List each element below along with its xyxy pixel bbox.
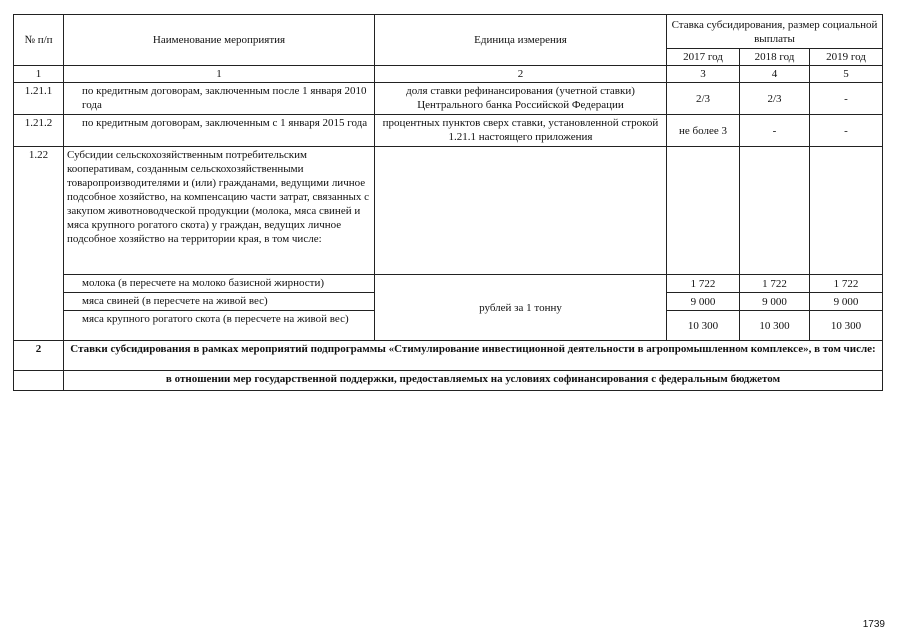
row-name: по кредитным договорам, заключенным с 1 января 2015 года — [64, 115, 375, 147]
row-2018: 2/3 — [740, 83, 810, 115]
row-2019: - — [810, 115, 883, 147]
subrow-2017: 1 722 — [667, 275, 740, 293]
header-num: № п/п — [14, 15, 64, 66]
section-num: 2 — [14, 341, 64, 371]
subrow-2017: 10 300 — [667, 311, 740, 341]
row-unit-empty — [375, 147, 667, 275]
subrow-2018: 1 722 — [740, 275, 810, 293]
index-cell: 5 — [810, 66, 883, 83]
row-2019-empty — [810, 147, 883, 275]
subsidy-rates-table — [13, 14, 883, 391]
subrow-2019: 9 000 — [810, 293, 883, 311]
header-year-2019: 2019 год — [810, 49, 883, 66]
section-row — [14, 341, 883, 371]
index-cell: 4 — [740, 66, 810, 83]
subrow-2019: 1 722 — [810, 275, 883, 293]
row-2019: - — [810, 83, 883, 115]
section-num-empty — [14, 371, 64, 391]
subrow-2018: 10 300 — [740, 311, 810, 341]
subrow-2017: 9 000 — [667, 293, 740, 311]
row-name: по кредитным договорам, заключенным после 1 января 2010 года — [64, 83, 375, 115]
row-unit: процентных пунктов сверх ставки, установленной строкой 1.21.1 настоящего приложения — [375, 115, 667, 147]
row-unit: рублей за 1 тонну — [375, 275, 667, 341]
subrow-2019: 10 300 — [810, 311, 883, 341]
subrow-name: мяса крупного рогатого скота (в пересчете на живой вес) — [64, 311, 375, 341]
row-2018-empty — [740, 147, 810, 275]
header-year-2017: 2017 год — [667, 49, 740, 66]
index-cell: 1 — [14, 66, 64, 83]
header-row — [14, 15, 883, 49]
section-row — [14, 371, 883, 391]
row-num: 1.21.2 — [14, 115, 64, 147]
row-num: 1.21.1 — [14, 83, 64, 115]
header-rate: Ставка субсидирования, размер социальной выплаты — [667, 15, 883, 49]
table-row — [14, 275, 883, 293]
page-number: 1739 — [862, 619, 885, 630]
row-unit: доля ставки рефинансирования (учетной ставки) Центрального банка Российской Федерации — [375, 83, 667, 115]
row-2017: 2/3 — [667, 83, 740, 115]
index-row — [14, 66, 883, 83]
index-cell: 1 — [64, 66, 375, 83]
table-row — [14, 83, 883, 115]
subrow-name: мяса свиней (в пересчете на живой вес) — [64, 293, 375, 311]
subrow-name: молока (в пересчете на молоко базисной жирности) — [64, 275, 375, 293]
index-cell: 2 — [375, 66, 667, 83]
subrow-2018: 9 000 — [740, 293, 810, 311]
table-row — [14, 115, 883, 147]
row-2017: не более 3 — [667, 115, 740, 147]
row-2018: - — [740, 115, 810, 147]
index-cell: 3 — [667, 66, 740, 83]
row-2017-empty — [667, 147, 740, 275]
row-num: 1.22 — [14, 147, 64, 341]
row-name: Субсидии сельскохозяйственным потребительским кооперативам, созданным сельскохозяйственными товаропроизводителями и (или) гражданами, ведущими личное подсобное хозяйство, на компенсацию части затрат, связанных с закупом животноводческой продукции (молока, мяса свиней и мяса крупного рогатого скота) у граждан, ведущих личное подсобное хозяйство на территории края, в том числе: — [64, 147, 375, 275]
section-title: Ставки субсидирования в рамках мероприятий подпрограммы «Стимулирование инвестиционной деятельности в агропромышленном комплексе», в том числе: — [64, 341, 883, 371]
section-subtitle: в отношении мер государственной поддержки, предоставляемых на условиях софинансирования с федеральным бюджетом — [64, 371, 883, 391]
header-unit: Единица измерения — [375, 15, 667, 66]
header-year-2018: 2018 год — [740, 49, 810, 66]
header-name: Наименование мероприятия — [64, 15, 375, 66]
table-row — [14, 147, 883, 275]
